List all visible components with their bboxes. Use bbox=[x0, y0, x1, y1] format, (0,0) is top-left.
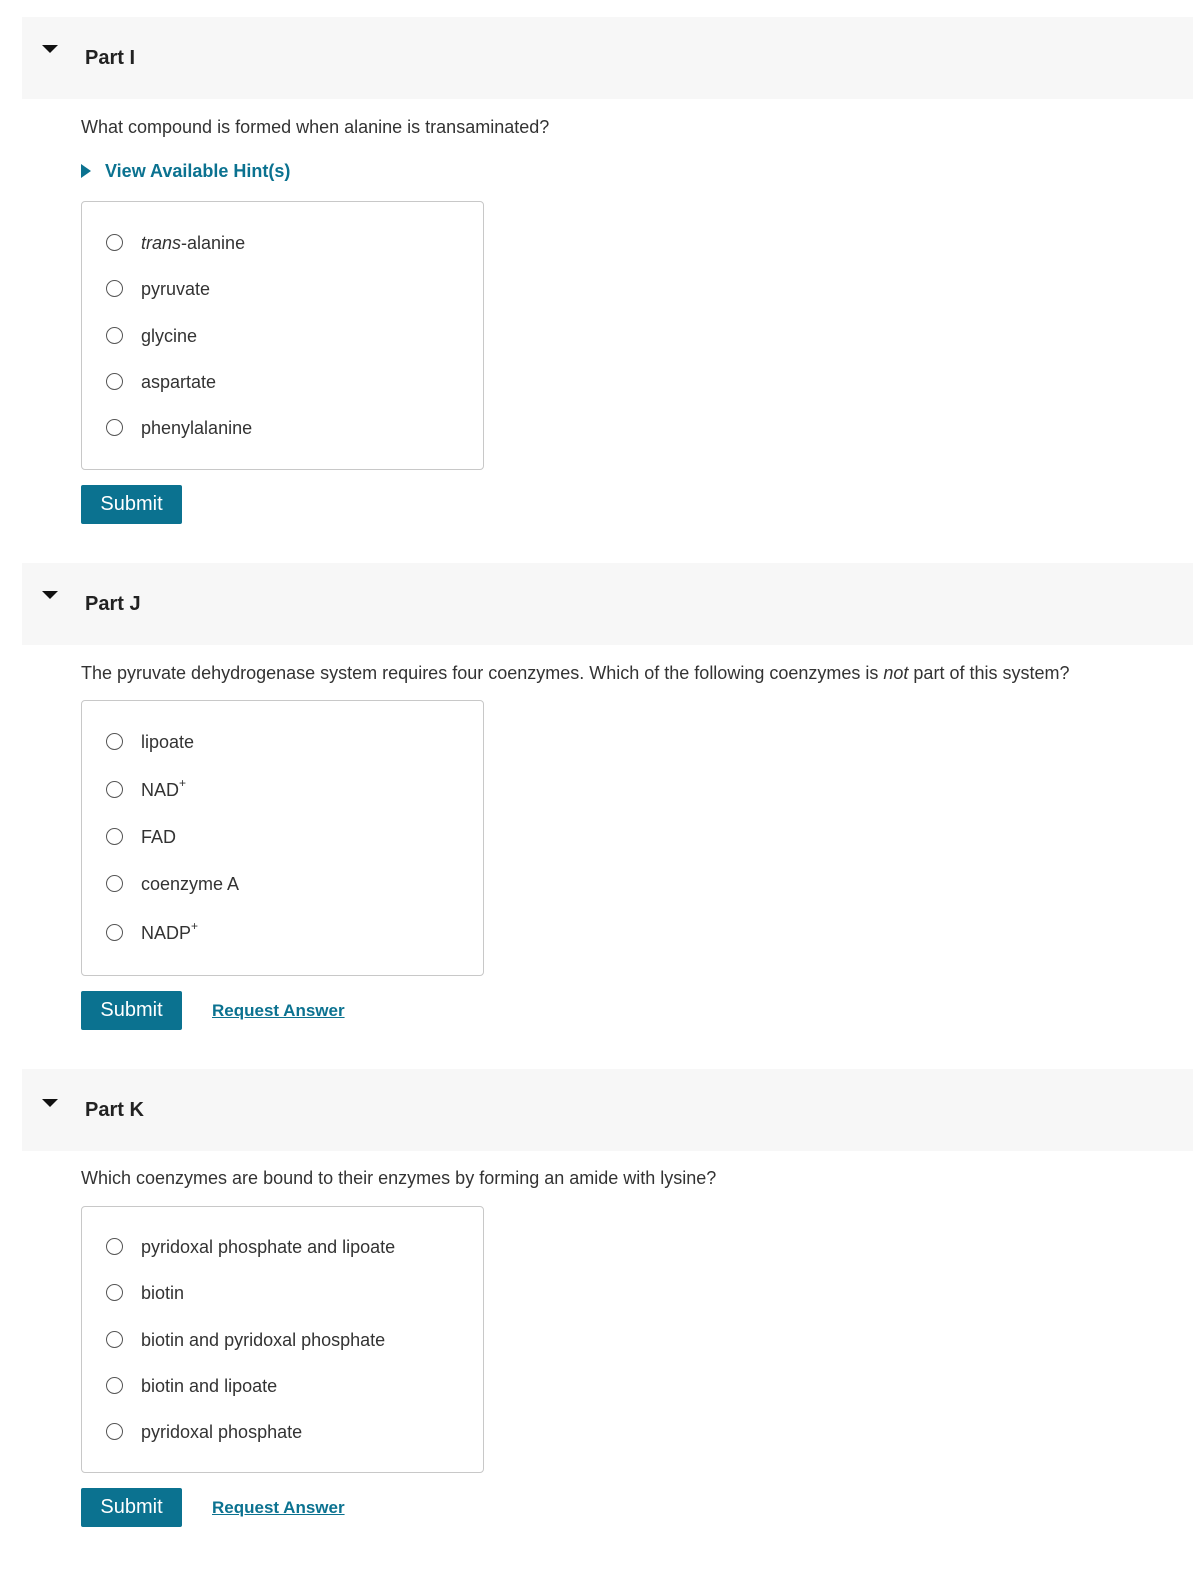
submit-button[interactable]: Submit bbox=[81, 485, 182, 524]
radio-button[interactable] bbox=[106, 1423, 123, 1440]
submit-button[interactable]: Submit bbox=[81, 1488, 182, 1527]
radio-button[interactable] bbox=[106, 781, 123, 798]
part-title: Part J bbox=[85, 593, 141, 615]
answer-options bbox=[81, 201, 484, 470]
request-answer-link[interactable]: Request Answer bbox=[212, 1001, 345, 1020]
radio-button[interactable] bbox=[106, 280, 123, 297]
option-label: pyridoxal phosphate bbox=[141, 1422, 303, 1442]
option-fad[interactable] bbox=[106, 826, 466, 850]
option-text: -alanine bbox=[181, 233, 246, 253]
option-label: lipoate bbox=[141, 732, 195, 752]
part-title: Part K bbox=[85, 1099, 144, 1121]
option-label: phenylalanine bbox=[141, 418, 253, 438]
option-glycine[interactable] bbox=[106, 325, 466, 349]
question-text: Which coenzymes are bound to their enzymes by forming an amide with lysine? bbox=[81, 1168, 717, 1188]
caret-down-icon[interactable] bbox=[42, 45, 58, 53]
option-nadp[interactable] bbox=[106, 919, 466, 946]
option-text: NADP bbox=[141, 923, 192, 943]
option-label: biotin and lipoate bbox=[141, 1376, 278, 1396]
option-biotin[interactable] bbox=[106, 1282, 466, 1306]
submit-button[interactable]: Submit bbox=[81, 991, 182, 1030]
caret-down-icon[interactable] bbox=[42, 1099, 58, 1107]
radio-button[interactable] bbox=[106, 875, 123, 892]
superscript-charge: + bbox=[179, 776, 187, 790]
radio-button[interactable] bbox=[106, 327, 123, 344]
question-text-before: The pyruvate dehydrogenase system requires four coenzymes. Which of the following coenzymes is bbox=[81, 663, 884, 683]
option-italic-prefix: trans bbox=[141, 233, 182, 253]
option-label: FAD bbox=[141, 827, 177, 847]
radio-button[interactable] bbox=[106, 828, 123, 845]
superscript-charge: + bbox=[191, 919, 199, 933]
view-hints-label[interactable]: View Available Hint(s) bbox=[105, 161, 291, 181]
option-label bbox=[141, 919, 199, 944]
question-text-after: part of this system? bbox=[908, 663, 1070, 683]
triangle-right-icon[interactable] bbox=[81, 164, 91, 178]
part-i-header[interactable] bbox=[22, 17, 1193, 99]
part-k-header[interactable] bbox=[22, 1069, 1193, 1151]
answer-options bbox=[81, 1206, 484, 1473]
radio-button[interactable] bbox=[106, 733, 123, 750]
option-nad[interactable] bbox=[106, 776, 466, 803]
radio-button[interactable] bbox=[106, 419, 123, 436]
option-trans-alanine[interactable] bbox=[106, 232, 466, 256]
option-pyridoxal-phosphate[interactable] bbox=[106, 1421, 466, 1445]
radio-button[interactable] bbox=[106, 234, 123, 251]
option-phenylalanine[interactable] bbox=[106, 417, 466, 441]
radio-button[interactable] bbox=[106, 1331, 123, 1348]
option-biotin-and-pyridoxal-phosphate[interactable] bbox=[106, 1329, 466, 1353]
option-pyridoxal-phosphate-and-lipoate[interactable] bbox=[106, 1236, 466, 1260]
part-j-header[interactable] bbox=[22, 563, 1193, 645]
part-title: Part I bbox=[85, 47, 136, 69]
question-text: What compound is formed when alanine is transaminated? bbox=[81, 117, 550, 137]
option-label: coenzyme A bbox=[141, 874, 240, 894]
option-label: pyruvate bbox=[141, 279, 211, 299]
option-label: glycine bbox=[141, 326, 198, 346]
radio-button[interactable] bbox=[106, 373, 123, 390]
option-lipoate[interactable] bbox=[106, 731, 466, 755]
option-label: biotin and pyridoxal phosphate bbox=[141, 1330, 386, 1350]
question-text bbox=[81, 662, 1069, 684]
option-label bbox=[141, 776, 187, 801]
option-aspartate[interactable] bbox=[106, 371, 466, 395]
option-coenzyme-a[interactable] bbox=[106, 873, 466, 897]
option-text: NAD bbox=[141, 780, 180, 800]
radio-button[interactable] bbox=[106, 1377, 123, 1394]
option-label: pyridoxal phosphate and lipoate bbox=[141, 1237, 396, 1257]
radio-button[interactable] bbox=[106, 1238, 123, 1255]
request-answer-link[interactable]: Request Answer bbox=[212, 1498, 345, 1517]
caret-down-icon[interactable] bbox=[42, 591, 58, 599]
option-label: biotin bbox=[141, 1283, 185, 1303]
answer-options bbox=[81, 700, 484, 976]
option-biotin-and-lipoate[interactable] bbox=[106, 1375, 466, 1399]
option-pyruvate[interactable] bbox=[106, 278, 466, 302]
radio-button[interactable] bbox=[106, 1284, 123, 1301]
option-label: aspartate bbox=[141, 372, 217, 392]
radio-button[interactable] bbox=[106, 924, 123, 941]
question-emphasis: not bbox=[883, 663, 909, 683]
option-label bbox=[141, 232, 245, 254]
